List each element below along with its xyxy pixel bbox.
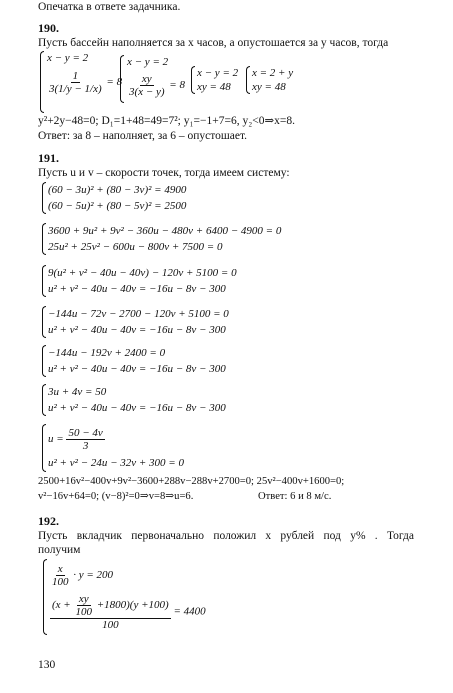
answer-line: Ответ: за 8 – наполняет, за 6 – опустошает. [38, 130, 247, 142]
problem-190-number: 190. [38, 21, 59, 35]
solution-line: 2500+16v²−400v+9v²−3600+288v−288v+2700=0; 25v²−400v+1600=0; [38, 476, 345, 487]
system-brace [42, 424, 46, 472]
equation: x − y = 2 [127, 56, 169, 68]
equation: u² + v² − 24u − 32v + 300 = 0 [48, 457, 184, 469]
denominator: 3(1/y − 1/x) [49, 83, 102, 96]
system-brace [246, 66, 250, 94]
equation: u² + v² − 40u − 40v = −16u − 8v − 300 [48, 324, 226, 336]
equation-part: (x + [52, 599, 71, 612]
system-brace [42, 182, 46, 214]
solution-line: v²−16v+64=0; (v−8)²=0⇒v=8⇒u=6. [38, 491, 194, 502]
equation-lhs: u = [48, 433, 64, 446]
equation-fraction [127, 73, 185, 98]
system-brace [42, 306, 46, 338]
equation-compound-fraction [50, 593, 206, 631]
equation: (60 − 3u)² + (80 − 3v)² = 4900 [48, 184, 187, 196]
numerator: 1 [72, 70, 79, 82]
equation-fraction [48, 427, 105, 452]
equation-rhs: = 8 [169, 79, 185, 92]
equation: 25u² + 25v² − 600u − 800v + 7500 = 0 [48, 241, 223, 253]
equation-fraction [47, 70, 122, 95]
equation: u² + v² − 40u − 40v = −16u − 8v − 300 [48, 402, 226, 414]
system-brace [43, 559, 47, 635]
equation: 9(u² + v² − 40u − 40v) − 120v + 5100 = 0 [48, 267, 237, 279]
equation-rhs: = 8 [106, 76, 123, 89]
system-brace [42, 265, 46, 297]
system-brace [40, 51, 44, 113]
solution-line: y²+2y−48=0; D₁=1+48=49=7²; y₁=−1+7=6, y₂<0⇒x=8. [38, 115, 295, 127]
answer-line: Ответ: 6 и 8 м/с. [258, 491, 332, 502]
denominator: 100 [52, 576, 69, 589]
denominator: 100 [102, 619, 119, 632]
system-brace [42, 345, 46, 377]
compound-numerator [50, 593, 171, 619]
equation: u² + v² − 40u − 40v = −16u − 8v − 300 [48, 283, 226, 295]
denominator: 3 [82, 440, 89, 453]
problem-191-number: 191. [38, 151, 59, 165]
numerator: x [57, 563, 63, 575]
equation: x − y = 2 [47, 52, 89, 64]
equation: −144u − 72v − 2700 − 120v + 5100 = 0 [48, 308, 229, 320]
problem-192-intro-continued: получим [38, 544, 81, 556]
problem-191-intro: Пусть u и v – скорости точек, тогда имеем систему: [38, 167, 290, 179]
system-brace [42, 223, 46, 255]
equation-fraction [50, 563, 113, 588]
equation: xy = 48 [252, 81, 286, 93]
equation: (60 − 5u)² + (80 − 5v)² = 2500 [48, 200, 187, 212]
system-brace [191, 66, 195, 94]
system-brace [42, 384, 46, 416]
equation: u² + v² − 40u − 40v = −16u − 8v − 300 [48, 363, 226, 375]
equation: x = 2 + y [252, 67, 294, 79]
numerator: xy [78, 593, 89, 605]
equation-rhs: · y = 200 [73, 569, 114, 582]
top-note: Опечатка в ответе задачника. [38, 1, 181, 13]
equation: −144u − 192v + 2400 = 0 [48, 347, 166, 359]
equation: 3u + 4v = 50 [48, 386, 107, 398]
equation-part: +1800)(y +100) [96, 599, 169, 612]
denominator: 3(x − y) [129, 86, 165, 99]
problem-192-intro: Пусть вкладчик первоначально положил x рублей под y% . Тогда [38, 530, 414, 542]
problem-190-intro: Пусть бассейн наполняется за x часов, а опустошается за y часов, тогда [38, 37, 389, 49]
equation: x − y = 2 [197, 67, 239, 79]
equation-rhs: = 4400 [173, 605, 206, 618]
denominator: 100 [75, 606, 92, 619]
equation: xy = 48 [197, 81, 231, 93]
page-number: 130 [38, 659, 56, 671]
numerator: 50 − 4v [68, 427, 103, 439]
problem-192-number: 192. [38, 514, 59, 528]
equation: 3600 + 9u² + 9v² − 360u − 480v + 6400 − 4900 = 0 [48, 225, 282, 237]
system-brace [120, 55, 124, 103]
numerator: xy [141, 73, 152, 85]
